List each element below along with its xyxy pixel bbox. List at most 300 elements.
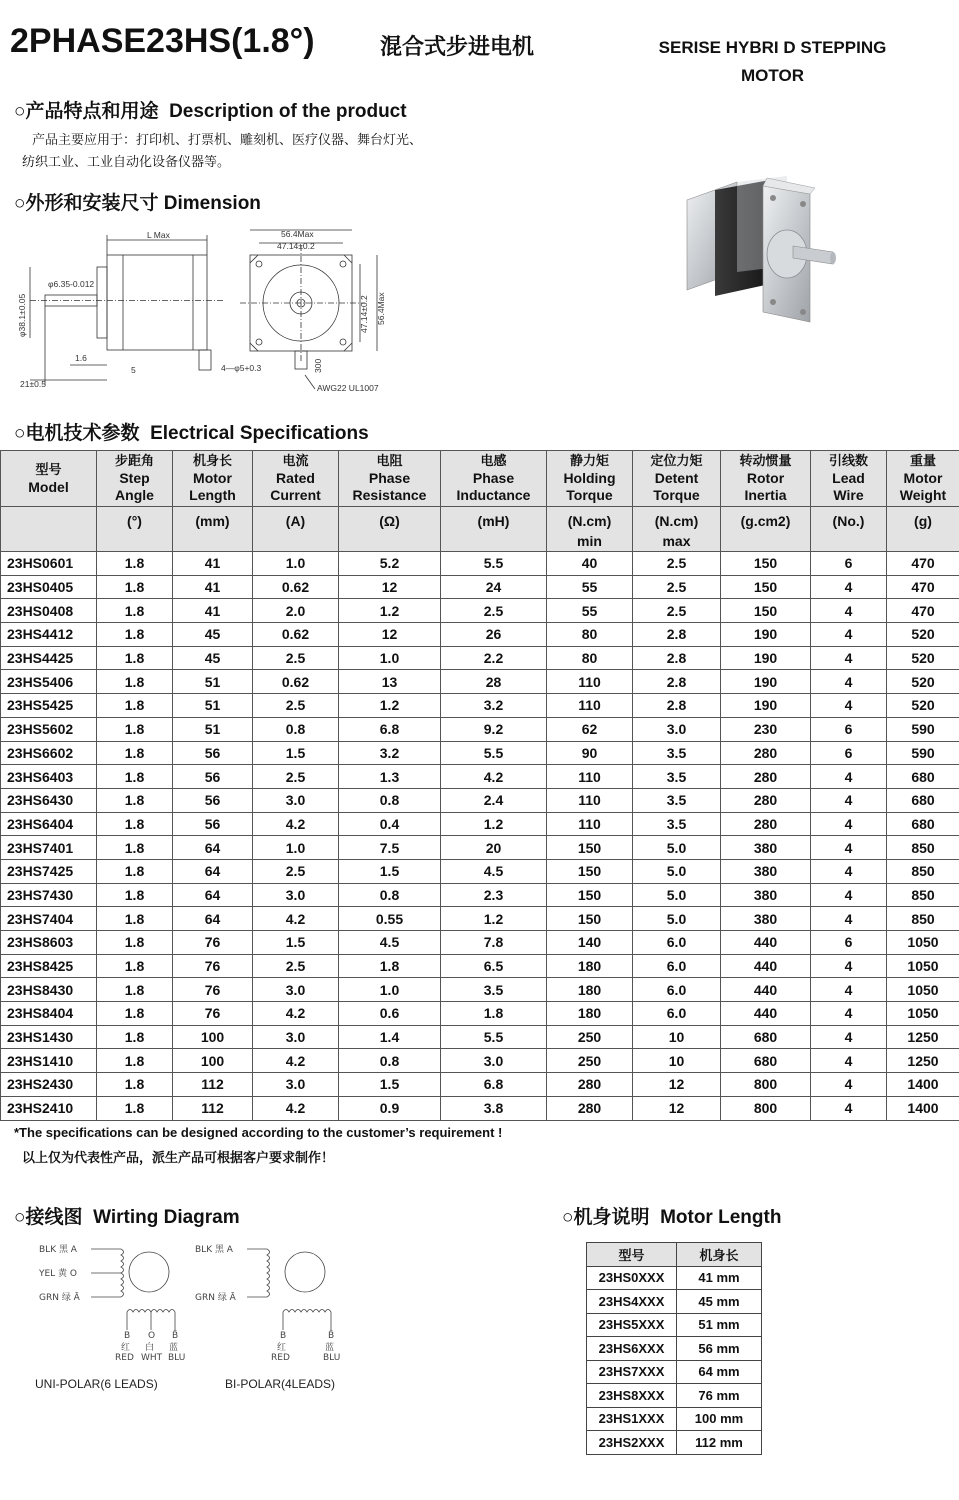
table-cell: 440 bbox=[721, 1002, 811, 1026]
table-cell: 7.5 bbox=[339, 836, 441, 860]
table-cell: 150 bbox=[721, 599, 811, 623]
table-cell: 12 bbox=[633, 1096, 721, 1120]
dim-label-5: 5 bbox=[131, 365, 136, 375]
table-cell: 10 bbox=[633, 1025, 721, 1049]
table-cell: 20 bbox=[441, 836, 547, 860]
table-cell: 23HS4425 bbox=[1, 646, 97, 670]
table-cell: 2.3 bbox=[441, 883, 547, 907]
table-cell: 1.8 bbox=[97, 1073, 173, 1097]
motor-length-table bbox=[586, 1242, 762, 1455]
table-cell: 1.5 bbox=[253, 741, 339, 765]
table-cell: 9.2 bbox=[441, 717, 547, 741]
table-cell: 2.5 bbox=[253, 694, 339, 718]
length-table-cell: 23HS6XXX bbox=[587, 1337, 677, 1361]
header-en1: Model bbox=[28, 478, 69, 495]
table-cell: 80 bbox=[547, 623, 633, 647]
length-table-cell: 76 mm bbox=[677, 1384, 762, 1408]
column-header bbox=[253, 451, 339, 507]
table-cell: 380 bbox=[721, 907, 811, 931]
header-en1: Step bbox=[119, 470, 150, 486]
table-cell: 1.8 bbox=[97, 575, 173, 599]
table-cell: 2.5 bbox=[441, 599, 547, 623]
table-cell: 190 bbox=[721, 623, 811, 647]
table-cell: 112 bbox=[173, 1073, 253, 1097]
table-cell: 2.5 bbox=[253, 954, 339, 978]
table-cell: 5.5 bbox=[441, 552, 547, 576]
section-heading-cn: 机身说明 bbox=[573, 1206, 650, 1228]
dim-label-lead: 300 bbox=[313, 358, 323, 373]
table-cell: 190 bbox=[721, 670, 811, 694]
length-table-cell: 64 mm bbox=[677, 1360, 762, 1384]
table-cell: 4 bbox=[811, 646, 887, 670]
wire-blu2: BLU bbox=[323, 1353, 341, 1363]
table-cell: 2.5 bbox=[633, 599, 721, 623]
title-en-line2: MOTOR bbox=[741, 66, 804, 85]
table-cell: 4.5 bbox=[339, 931, 441, 955]
header-unit: (N.cm) bbox=[654, 513, 699, 529]
table-cell: 4 bbox=[811, 765, 887, 789]
table-cell: 4 bbox=[811, 670, 887, 694]
wire-wht-cn: 白 bbox=[145, 1343, 155, 1353]
table-cell: 150 bbox=[547, 836, 633, 860]
table-cell: 1050 bbox=[887, 931, 959, 955]
table-cell: 6.8 bbox=[441, 1073, 547, 1097]
dim-label-shaft: φ6.35-0.012 bbox=[48, 279, 95, 289]
wire-b2: B bbox=[280, 1331, 287, 1341]
header-unit: (°) bbox=[127, 513, 142, 529]
title-en-line1: SERISE HYBRI D STEPPING bbox=[658, 38, 887, 57]
table-cell: 1.8 bbox=[97, 788, 173, 812]
column-header bbox=[173, 451, 253, 507]
header-cn: 定位力矩 bbox=[650, 454, 703, 469]
table-cell: 41 bbox=[173, 599, 253, 623]
table-cell: 150 bbox=[721, 575, 811, 599]
table-cell: 4 bbox=[811, 575, 887, 599]
table-cell: 0.62 bbox=[253, 575, 339, 599]
column-unit bbox=[97, 507, 173, 552]
table-cell: 4.2 bbox=[253, 1002, 339, 1026]
table-cell: 4.2 bbox=[253, 1096, 339, 1120]
table-cell: 150 bbox=[547, 859, 633, 883]
motor-product-image bbox=[675, 172, 840, 342]
dim-label-16: 1.6 bbox=[75, 353, 87, 363]
table-cell: 55 bbox=[547, 575, 633, 599]
table-row bbox=[1, 717, 959, 741]
table-cell: 1.8 bbox=[97, 954, 173, 978]
bullet-circle-icon: ○ bbox=[562, 1207, 574, 1228]
table-cell: 180 bbox=[547, 1002, 633, 1026]
table-cell: 280 bbox=[547, 1096, 633, 1120]
page-title: 2PHASE23HS(1.8°) bbox=[10, 22, 315, 60]
header-unit: (Ω) bbox=[379, 513, 400, 529]
table-cell: 100 bbox=[173, 1025, 253, 1049]
table-cell: 2.8 bbox=[633, 670, 721, 694]
wire-label-yel: YEL 黄 O bbox=[39, 1269, 78, 1279]
table-cell: 56 bbox=[173, 765, 253, 789]
header-en2: Torque bbox=[566, 487, 613, 503]
column-header bbox=[97, 451, 173, 507]
table-cell: 5.0 bbox=[633, 836, 721, 860]
table-cell: 7.8 bbox=[441, 931, 547, 955]
column-header bbox=[547, 451, 633, 507]
header-en2: Inertia bbox=[744, 487, 787, 503]
table-cell: 4.2 bbox=[253, 1049, 339, 1073]
table-cell: 64 bbox=[173, 883, 253, 907]
table-row bbox=[1, 741, 959, 765]
length-table-cell: 23HS1XXX bbox=[587, 1407, 677, 1431]
table-cell: 76 bbox=[173, 954, 253, 978]
table-row bbox=[1, 978, 959, 1002]
table-cell: 23HS7430 bbox=[1, 883, 97, 907]
table-cell: 6 bbox=[811, 931, 887, 955]
header-cn: 电感 bbox=[480, 454, 507, 469]
length-table-cell: 41 mm bbox=[677, 1266, 762, 1290]
table-cell: 520 bbox=[887, 623, 959, 647]
dim-label-47v: 47.14±0.2 bbox=[359, 295, 369, 333]
header-cn: 机身长 bbox=[192, 454, 232, 469]
length-table-row bbox=[587, 1360, 762, 1384]
length-table-cell: 23HS5XXX bbox=[587, 1313, 677, 1337]
table-cell: 6 bbox=[811, 552, 887, 576]
table-cell: 2.5 bbox=[253, 765, 339, 789]
table-cell: 6.5 bbox=[441, 954, 547, 978]
header-en2: Wire bbox=[833, 487, 864, 503]
header-en2: Length bbox=[189, 487, 236, 503]
table-row bbox=[1, 859, 959, 883]
table-cell: 2.4 bbox=[441, 788, 547, 812]
table-cell: 1400 bbox=[887, 1096, 959, 1120]
column-unit bbox=[1, 507, 97, 552]
table-row bbox=[1, 552, 959, 576]
table-cell: 1.8 bbox=[97, 1025, 173, 1049]
header-cn: 重量 bbox=[909, 454, 936, 469]
section-heading-en: Dimension bbox=[163, 193, 261, 214]
table-cell: 800 bbox=[721, 1073, 811, 1097]
table-cell: 3.2 bbox=[441, 694, 547, 718]
section-heading-cn: 产品特点和用途 bbox=[25, 100, 159, 122]
unipolar-label: UNI-POLAR(6 LEADS) bbox=[35, 1377, 158, 1391]
table-cell: 680 bbox=[721, 1025, 811, 1049]
table-cell: 1.8 bbox=[97, 646, 173, 670]
table-cell: 5.0 bbox=[633, 907, 721, 931]
table-row bbox=[1, 907, 959, 931]
wire-red2: RED bbox=[271, 1353, 290, 1363]
dimension-drawing bbox=[15, 225, 415, 397]
table-cell: 4 bbox=[811, 907, 887, 931]
table-cell: 4 bbox=[811, 788, 887, 812]
table-cell: 23HS6430 bbox=[1, 788, 97, 812]
table-cell: 850 bbox=[887, 907, 959, 931]
table-cell: 1.8 bbox=[97, 836, 173, 860]
description-line: 产品主要应用于：打印机、打票机、雕刻机、医疗仪器、舞台灯光、 bbox=[32, 133, 423, 148]
header-en1: Holding bbox=[563, 470, 616, 486]
table-cell: 1.0 bbox=[253, 836, 339, 860]
wire-label-grn2: GRN 绿 Ā bbox=[195, 1293, 236, 1303]
table-cell: 4.5 bbox=[441, 859, 547, 883]
wiring-diagram bbox=[25, 1232, 365, 1400]
table-cell: 6 bbox=[811, 741, 887, 765]
table-cell: 51 bbox=[173, 717, 253, 741]
table-cell: 520 bbox=[887, 670, 959, 694]
length-table-row bbox=[587, 1384, 762, 1408]
table-cell: 0.62 bbox=[253, 623, 339, 647]
table-cell: 23HS7401 bbox=[1, 836, 97, 860]
table-cell: 110 bbox=[547, 670, 633, 694]
table-cell: 1.8 bbox=[97, 1049, 173, 1073]
table-cell: 0.8 bbox=[339, 883, 441, 907]
table-cell: 76 bbox=[173, 978, 253, 1002]
table-cell: 1.3 bbox=[339, 765, 441, 789]
table-cell: 140 bbox=[547, 931, 633, 955]
bullet-circle-icon: ○ bbox=[14, 423, 26, 444]
header-cn: 转动惯量 bbox=[739, 454, 792, 469]
header-en2: Weight bbox=[899, 487, 947, 503]
length-table-row bbox=[587, 1266, 762, 1290]
table-cell: 6.0 bbox=[633, 954, 721, 978]
table-cell: 4 bbox=[811, 623, 887, 647]
table-cell: 1.8 bbox=[97, 931, 173, 955]
table-cell: 4.2 bbox=[441, 765, 547, 789]
table-cell: 23HS8425 bbox=[1, 954, 97, 978]
table-row bbox=[1, 883, 959, 907]
table-cell: 280 bbox=[721, 765, 811, 789]
wire-label-blk: BLK 黑 A bbox=[39, 1245, 77, 1255]
table-cell: 0.62 bbox=[253, 670, 339, 694]
table-cell: 4 bbox=[811, 836, 887, 860]
table-cell: 110 bbox=[547, 694, 633, 718]
column-unit bbox=[441, 507, 547, 552]
table-cell: 1.0 bbox=[253, 552, 339, 576]
table-cell: 680 bbox=[887, 812, 959, 836]
table-cell: 23HS2430 bbox=[1, 1073, 97, 1097]
table-cell: 1.8 bbox=[97, 717, 173, 741]
table-cell: 4 bbox=[811, 812, 887, 836]
table-cell: 1.8 bbox=[97, 883, 173, 907]
front-view bbox=[221, 229, 386, 393]
header-unit: (g) bbox=[914, 513, 932, 529]
table-cell: 1.8 bbox=[97, 812, 173, 836]
table-cell: 4 bbox=[811, 978, 887, 1002]
table-cell: 1.8 bbox=[97, 599, 173, 623]
table-cell: 51 bbox=[173, 694, 253, 718]
table-cell: 1.2 bbox=[339, 694, 441, 718]
description-line: 纺织工业、工业自动化设备仪器等。 bbox=[22, 155, 231, 170]
table-cell: 3.5 bbox=[633, 765, 721, 789]
column-unit bbox=[721, 507, 811, 552]
table-cell: 3.5 bbox=[633, 812, 721, 836]
table-cell: 41 bbox=[173, 575, 253, 599]
table-header-row bbox=[1, 451, 959, 507]
table-cell: 2.2 bbox=[441, 646, 547, 670]
table-cell: 0.8 bbox=[339, 1049, 441, 1073]
table-cell: 1.8 bbox=[97, 670, 173, 694]
table-cell: 850 bbox=[887, 859, 959, 883]
table-cell: 23HS6602 bbox=[1, 741, 97, 765]
length-table-cell: 51 mm bbox=[677, 1313, 762, 1337]
table-cell: 1.8 bbox=[97, 907, 173, 931]
header-cn: 静力矩 bbox=[569, 454, 609, 469]
table-cell: 190 bbox=[721, 646, 811, 670]
table-cell: 110 bbox=[547, 765, 633, 789]
column-header bbox=[887, 451, 959, 507]
table-cell: 1.5 bbox=[339, 1073, 441, 1097]
header-en1: Lead bbox=[832, 470, 865, 486]
length-table-cell: 56 mm bbox=[677, 1337, 762, 1361]
table-cell: 520 bbox=[887, 646, 959, 670]
column-unit bbox=[339, 507, 441, 552]
wire-label-grn: GRN 绿 Ā bbox=[39, 1293, 80, 1303]
table-cell: 1050 bbox=[887, 954, 959, 978]
table-cell: 0.6 bbox=[339, 1002, 441, 1026]
header-unit: (mH) bbox=[477, 513, 510, 529]
table-cell: 23HS7404 bbox=[1, 907, 97, 931]
header-en2: Resistance bbox=[352, 487, 427, 503]
header-en1: Detent bbox=[654, 470, 699, 486]
table-cell: 112 bbox=[173, 1096, 253, 1120]
table-row bbox=[1, 954, 959, 978]
header-en1: Phase bbox=[368, 470, 411, 486]
section-heading-cn: 接线图 bbox=[25, 1206, 83, 1228]
electrical-spec-table bbox=[0, 450, 959, 1121]
table-cell: 6.0 bbox=[633, 1002, 721, 1026]
table-cell: 250 bbox=[547, 1049, 633, 1073]
table-cell: 23HS2410 bbox=[1, 1096, 97, 1120]
section-heading-cn: 电机技术参数 bbox=[25, 422, 140, 444]
wire-red-cn2: 红 bbox=[277, 1343, 287, 1353]
bullet-circle-icon: ○ bbox=[14, 1207, 26, 1228]
table-cell: 110 bbox=[547, 812, 633, 836]
table-cell: 1.8 bbox=[97, 1096, 173, 1120]
spec-note-cn: 以上仅为代表性产品，派生产品可根据客户要求制作！ bbox=[22, 1151, 335, 1166]
column-unit bbox=[633, 507, 721, 552]
header-en2: Inductance bbox=[456, 487, 531, 503]
table-cell: 3.0 bbox=[253, 1073, 339, 1097]
table-cell: 380 bbox=[721, 859, 811, 883]
wire-o: O bbox=[148, 1331, 156, 1341]
dim-label-56: 56.4Max bbox=[281, 229, 314, 239]
table-cell: 1050 bbox=[887, 1002, 959, 1026]
table-row bbox=[1, 931, 959, 955]
table-cell: 6 bbox=[811, 717, 887, 741]
table-row bbox=[1, 1049, 959, 1073]
table-cell: 440 bbox=[721, 954, 811, 978]
table-row bbox=[1, 788, 959, 812]
table-cell: 56 bbox=[173, 812, 253, 836]
table-cell: 55 bbox=[547, 599, 633, 623]
table-unit-row bbox=[1, 507, 959, 552]
table-cell: 23HS1430 bbox=[1, 1025, 97, 1049]
table-cell: 280 bbox=[721, 812, 811, 836]
length-column-header: 型号 bbox=[587, 1243, 677, 1267]
table-cell: 150 bbox=[547, 883, 633, 907]
table-cell: 1.8 bbox=[441, 1002, 547, 1026]
table-cell: 520 bbox=[887, 694, 959, 718]
header-unit: (No.) bbox=[832, 513, 865, 529]
table-cell: 3.5 bbox=[441, 978, 547, 1002]
table-cell: 380 bbox=[721, 836, 811, 860]
length-table-row bbox=[587, 1337, 762, 1361]
column-unit bbox=[887, 507, 959, 552]
table-cell: 1.2 bbox=[339, 599, 441, 623]
table-cell: 1.8 bbox=[97, 741, 173, 765]
table-cell: 3.0 bbox=[253, 788, 339, 812]
table-cell: 680 bbox=[887, 765, 959, 789]
table-cell: 80 bbox=[547, 646, 633, 670]
header-cn: 步距角 bbox=[114, 454, 154, 469]
table-cell: 23HS0408 bbox=[1, 599, 97, 623]
header-unit: (N.cm) bbox=[567, 513, 612, 529]
dim-label-47: 47.14±0.2 bbox=[277, 241, 315, 251]
table-cell: 1.8 bbox=[97, 694, 173, 718]
wire-b: B bbox=[124, 1331, 131, 1341]
table-cell: 2.0 bbox=[253, 599, 339, 623]
page-title-cn: 混合式步进电机 bbox=[380, 35, 535, 60]
table-row bbox=[1, 670, 959, 694]
table-cell: 62 bbox=[547, 717, 633, 741]
table-cell: 800 bbox=[721, 1096, 811, 1120]
table-cell: 12 bbox=[339, 575, 441, 599]
table-row bbox=[1, 812, 959, 836]
bipolar-label: BI-POLAR(4LEADS) bbox=[225, 1377, 336, 1391]
table-cell: 4 bbox=[811, 883, 887, 907]
table-cell: 64 bbox=[173, 907, 253, 931]
spec-note-en: *The specifications can be designed according to the customer’s requirement ! bbox=[14, 1125, 503, 1140]
table-cell: 1.4 bbox=[339, 1025, 441, 1049]
table-row bbox=[1, 599, 959, 623]
table-cell: 680 bbox=[887, 788, 959, 812]
table-cell: 45 bbox=[173, 623, 253, 647]
table-cell: 3.0 bbox=[441, 1049, 547, 1073]
table-cell: 1.2 bbox=[441, 812, 547, 836]
table-row bbox=[1, 836, 959, 860]
table-cell: 150 bbox=[721, 552, 811, 576]
table-cell: 590 bbox=[887, 717, 959, 741]
wire-blu-cn2: 蓝 bbox=[325, 1343, 335, 1353]
table-cell: 2.8 bbox=[633, 646, 721, 670]
table-cell: 470 bbox=[887, 552, 959, 576]
table-cell: 6.8 bbox=[339, 717, 441, 741]
header-unit2: min bbox=[577, 533, 602, 549]
unipolar-diagram bbox=[35, 1244, 185, 1391]
table-row bbox=[1, 765, 959, 789]
table-cell: 2.5 bbox=[633, 575, 721, 599]
table-cell: 110 bbox=[547, 788, 633, 812]
table-cell: 5.2 bbox=[339, 552, 441, 576]
column-header bbox=[441, 451, 547, 507]
header-en1: Rotor bbox=[746, 470, 785, 486]
table-row bbox=[1, 694, 959, 718]
dim-label-holes: 4—φ5+0.3 bbox=[221, 363, 262, 373]
table-cell: 3.5 bbox=[633, 741, 721, 765]
table-cell: 1.8 bbox=[339, 954, 441, 978]
table-cell: 2.8 bbox=[633, 694, 721, 718]
table-cell: 23HS7425 bbox=[1, 859, 97, 883]
table-cell: 5.5 bbox=[441, 1025, 547, 1049]
table-cell: 40 bbox=[547, 552, 633, 576]
header-en2: Torque bbox=[653, 487, 700, 503]
table-cell: 4 bbox=[811, 859, 887, 883]
table-cell: 6.0 bbox=[633, 978, 721, 1002]
table-cell: 0.9 bbox=[339, 1096, 441, 1120]
table-cell: 1.8 bbox=[97, 978, 173, 1002]
table-cell: 150 bbox=[547, 907, 633, 931]
wire-red: RED bbox=[115, 1353, 134, 1363]
table-cell: 76 bbox=[173, 931, 253, 955]
table-cell: 380 bbox=[721, 883, 811, 907]
section-heading-en: Motor Length bbox=[660, 1207, 782, 1228]
column-header bbox=[339, 451, 441, 507]
wire-wht: WHT bbox=[141, 1353, 163, 1363]
